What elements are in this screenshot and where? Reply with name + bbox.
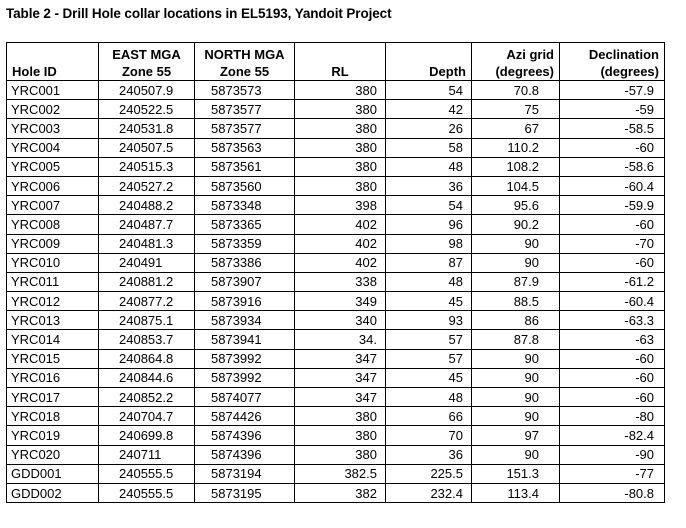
- table-row: [7, 272, 665, 291]
- cell-north-mga: 5873386: [195, 253, 295, 272]
- table-row: [7, 176, 665, 195]
- cell-declination: -59.9: [560, 196, 665, 215]
- table-row: [7, 100, 665, 119]
- cell-depth: 45: [386, 368, 472, 387]
- cell-declination: -77: [560, 464, 665, 483]
- cell-azi-grid: 90: [472, 445, 560, 464]
- cell-hole-id: GDD001: [7, 464, 99, 483]
- cell-rl: 340: [295, 311, 386, 330]
- cell-depth: 48: [386, 272, 472, 291]
- cell-east-mga: 240875.1: [99, 311, 195, 330]
- cell-rl: 380: [295, 119, 386, 138]
- cell-east-mga: 240491: [99, 253, 195, 272]
- cell-depth: 66: [386, 407, 472, 426]
- table-row: [7, 81, 665, 100]
- cell-declination: -60.4: [560, 292, 665, 311]
- cell-azi-grid: 70.8: [472, 81, 560, 100]
- header-north-mga: NORTH MGA Zone 55: [195, 43, 295, 81]
- cell-north-mga: 5874426: [195, 407, 295, 426]
- table-header-row: [7, 43, 665, 81]
- cell-depth: 98: [386, 234, 472, 253]
- table-row: [7, 330, 665, 349]
- cell-hole-id: YRC015: [7, 349, 99, 368]
- cell-rl: 382: [295, 483, 386, 502]
- cell-azi-grid: 86: [472, 311, 560, 330]
- cell-azi-grid: 90: [472, 349, 560, 368]
- cell-east-mga: 240488.2: [99, 196, 195, 215]
- cell-azi-grid: 75: [472, 100, 560, 119]
- cell-north-mga: 5874396: [195, 426, 295, 445]
- cell-rl: 380: [295, 138, 386, 157]
- cell-east-mga: 240853.7: [99, 330, 195, 349]
- cell-azi-grid: 88.5: [472, 292, 560, 311]
- cell-azi-grid: 104.5: [472, 176, 560, 195]
- cell-declination: -58.5: [560, 119, 665, 138]
- cell-east-mga: 240881.2: [99, 272, 195, 291]
- cell-east-mga: 240704.7: [99, 407, 195, 426]
- cell-north-mga: 5873561: [195, 157, 295, 176]
- cell-hole-id: YRC011: [7, 272, 99, 291]
- cell-depth: 36: [386, 445, 472, 464]
- cell-hole-id: YRC019: [7, 426, 99, 445]
- header-rl: RL: [295, 43, 386, 81]
- cell-depth: 225.5: [386, 464, 472, 483]
- cell-depth: 48: [386, 388, 472, 407]
- header-declination: Declination (degrees): [560, 43, 665, 81]
- cell-north-mga: 5873194: [195, 464, 295, 483]
- table-row: [7, 368, 665, 387]
- table-row: [7, 426, 665, 445]
- cell-declination: -60: [560, 253, 665, 272]
- cell-declination: -60: [560, 368, 665, 387]
- cell-rl: 380: [295, 407, 386, 426]
- table-row: [7, 196, 665, 215]
- drill-hole-collar-table: [6, 42, 665, 503]
- cell-east-mga: 240877.2: [99, 292, 195, 311]
- cell-rl: 380: [295, 426, 386, 445]
- cell-hole-id: YRC004: [7, 138, 99, 157]
- cell-declination: -60.4: [560, 176, 665, 195]
- cell-declination: -57.9: [560, 81, 665, 100]
- cell-depth: 57: [386, 349, 472, 368]
- cell-hole-id: YRC013: [7, 311, 99, 330]
- cell-declination: -61.2: [560, 272, 665, 291]
- header-azi-grid: Azi grid (degrees): [472, 43, 560, 81]
- cell-declination: -63: [560, 330, 665, 349]
- cell-rl: 380: [295, 81, 386, 100]
- cell-azi-grid: 90: [472, 407, 560, 426]
- cell-north-mga: 5873365: [195, 215, 295, 234]
- cell-east-mga: 240487.7: [99, 215, 195, 234]
- cell-rl: 398: [295, 196, 386, 215]
- cell-azi-grid: 97: [472, 426, 560, 445]
- cell-hole-id: YRC016: [7, 368, 99, 387]
- cell-north-mga: 5874077: [195, 388, 295, 407]
- cell-rl: 402: [295, 253, 386, 272]
- cell-depth: 45: [386, 292, 472, 311]
- cell-east-mga: 240531.8: [99, 119, 195, 138]
- cell-depth: 26: [386, 119, 472, 138]
- cell-depth: 36: [386, 176, 472, 195]
- cell-depth: 54: [386, 81, 472, 100]
- cell-east-mga: 240507.9: [99, 81, 195, 100]
- cell-depth: 54: [386, 196, 472, 215]
- cell-depth: 42: [386, 100, 472, 119]
- cell-declination: -60: [560, 388, 665, 407]
- cell-north-mga: 5873573: [195, 81, 295, 100]
- cell-east-mga: 240527.2: [99, 176, 195, 195]
- cell-rl: 382.5: [295, 464, 386, 483]
- cell-north-mga: 5874396: [195, 445, 295, 464]
- header-hole-id: Hole ID: [7, 43, 99, 81]
- cell-east-mga: 240481.3: [99, 234, 195, 253]
- cell-rl: 338: [295, 272, 386, 291]
- cell-east-mga: 240699.8: [99, 426, 195, 445]
- cell-hole-id: YRC017: [7, 388, 99, 407]
- cell-east-mga: 240852.2: [99, 388, 195, 407]
- cell-rl: 347: [295, 349, 386, 368]
- table-row: [7, 407, 665, 426]
- cell-declination: -70: [560, 234, 665, 253]
- cell-hole-id: YRC018: [7, 407, 99, 426]
- cell-north-mga: 5873992: [195, 349, 295, 368]
- cell-rl: 380: [295, 157, 386, 176]
- cell-azi-grid: 151.3: [472, 464, 560, 483]
- cell-azi-grid: 90.2: [472, 215, 560, 234]
- cell-north-mga: 5873563: [195, 138, 295, 157]
- table-row: [7, 215, 665, 234]
- cell-depth: 232.4: [386, 483, 472, 502]
- cell-north-mga: 5873577: [195, 119, 295, 138]
- cell-hole-id: YRC005: [7, 157, 99, 176]
- header-depth: Depth: [386, 43, 472, 81]
- cell-rl: 347: [295, 388, 386, 407]
- cell-north-mga: 5873577: [195, 100, 295, 119]
- cell-depth: 57: [386, 330, 472, 349]
- cell-hole-id: YRC001: [7, 81, 99, 100]
- cell-rl: 380: [295, 445, 386, 464]
- cell-azi-grid: 113.4: [472, 483, 560, 502]
- table-row: [7, 464, 665, 483]
- table-row: [7, 292, 665, 311]
- cell-declination: -58.6: [560, 157, 665, 176]
- cell-hole-id: YRC012: [7, 292, 99, 311]
- cell-hole-id: YRC020: [7, 445, 99, 464]
- cell-rl: 402: [295, 234, 386, 253]
- cell-azi-grid: 90: [472, 234, 560, 253]
- table-row: [7, 349, 665, 368]
- cell-declination: -60: [560, 349, 665, 368]
- table-row: [7, 119, 665, 138]
- cell-depth: 48: [386, 157, 472, 176]
- cell-hole-id: YRC002: [7, 100, 99, 119]
- cell-azi-grid: 110.2: [472, 138, 560, 157]
- cell-rl: 380: [295, 176, 386, 195]
- cell-east-mga: 240522.5: [99, 100, 195, 119]
- cell-azi-grid: 108.2: [472, 157, 560, 176]
- table-row: [7, 234, 665, 253]
- cell-azi-grid: 95.6: [472, 196, 560, 215]
- cell-rl: 380: [295, 100, 386, 119]
- table-row: [7, 138, 665, 157]
- cell-azi-grid: 90: [472, 368, 560, 387]
- cell-east-mga: 240711: [99, 445, 195, 464]
- cell-depth: 58: [386, 138, 472, 157]
- cell-azi-grid: 90: [472, 388, 560, 407]
- cell-north-mga: 5873941: [195, 330, 295, 349]
- cell-north-mga: 5873907: [195, 272, 295, 291]
- cell-depth: 93: [386, 311, 472, 330]
- table-row: [7, 311, 665, 330]
- cell-east-mga: 240864.8: [99, 349, 195, 368]
- cell-declination: -59: [560, 100, 665, 119]
- table-caption: Table 2 - Drill Hole collar locations in EL5193, Yandoit Project: [6, 6, 392, 21]
- cell-north-mga: 5873916: [195, 292, 295, 311]
- cell-hole-id: YRC010: [7, 253, 99, 272]
- cell-east-mga: 240555.5: [99, 483, 195, 502]
- table-row: [7, 253, 665, 272]
- cell-north-mga: 5873195: [195, 483, 295, 502]
- cell-declination: -60: [560, 138, 665, 157]
- cell-depth: 96: [386, 215, 472, 234]
- cell-azi-grid: 87.9: [472, 272, 560, 291]
- cell-azi-grid: 67: [472, 119, 560, 138]
- cell-depth: 87: [386, 253, 472, 272]
- cell-north-mga: 5873359: [195, 234, 295, 253]
- cell-north-mga: 5873992: [195, 368, 295, 387]
- cell-hole-id: YRC009: [7, 234, 99, 253]
- table-row: [7, 157, 665, 176]
- cell-declination: -60: [560, 215, 665, 234]
- cell-north-mga: 5873934: [195, 311, 295, 330]
- cell-rl: 402: [295, 215, 386, 234]
- cell-declination: -80: [560, 407, 665, 426]
- cell-hole-id: YRC008: [7, 215, 99, 234]
- cell-azi-grid: 90: [472, 253, 560, 272]
- cell-hole-id: GDD002: [7, 483, 99, 502]
- cell-hole-id: YRC003: [7, 119, 99, 138]
- header-east-mga: EAST MGA Zone 55: [99, 43, 195, 81]
- cell-east-mga: 240844.6: [99, 368, 195, 387]
- cell-declination: -90: [560, 445, 665, 464]
- cell-north-mga: 5873348: [195, 196, 295, 215]
- cell-rl: 34.: [295, 330, 386, 349]
- cell-rl: 349: [295, 292, 386, 311]
- table-row: [7, 483, 665, 502]
- cell-hole-id: YRC007: [7, 196, 99, 215]
- table-row: [7, 388, 665, 407]
- cell-hole-id: YRC006: [7, 176, 99, 195]
- cell-east-mga: 240507.5: [99, 138, 195, 157]
- cell-hole-id: YRC014: [7, 330, 99, 349]
- cell-rl: 347: [295, 368, 386, 387]
- cell-east-mga: 240515.3: [99, 157, 195, 176]
- cell-azi-grid: 87.8: [472, 330, 560, 349]
- cell-north-mga: 5873560: [195, 176, 295, 195]
- table-row: [7, 445, 665, 464]
- cell-declination: -63.3: [560, 311, 665, 330]
- cell-depth: 70: [386, 426, 472, 445]
- cell-east-mga: 240555.5: [99, 464, 195, 483]
- cell-declination: -80.8: [560, 483, 665, 502]
- cell-declination: -82.4: [560, 426, 665, 445]
